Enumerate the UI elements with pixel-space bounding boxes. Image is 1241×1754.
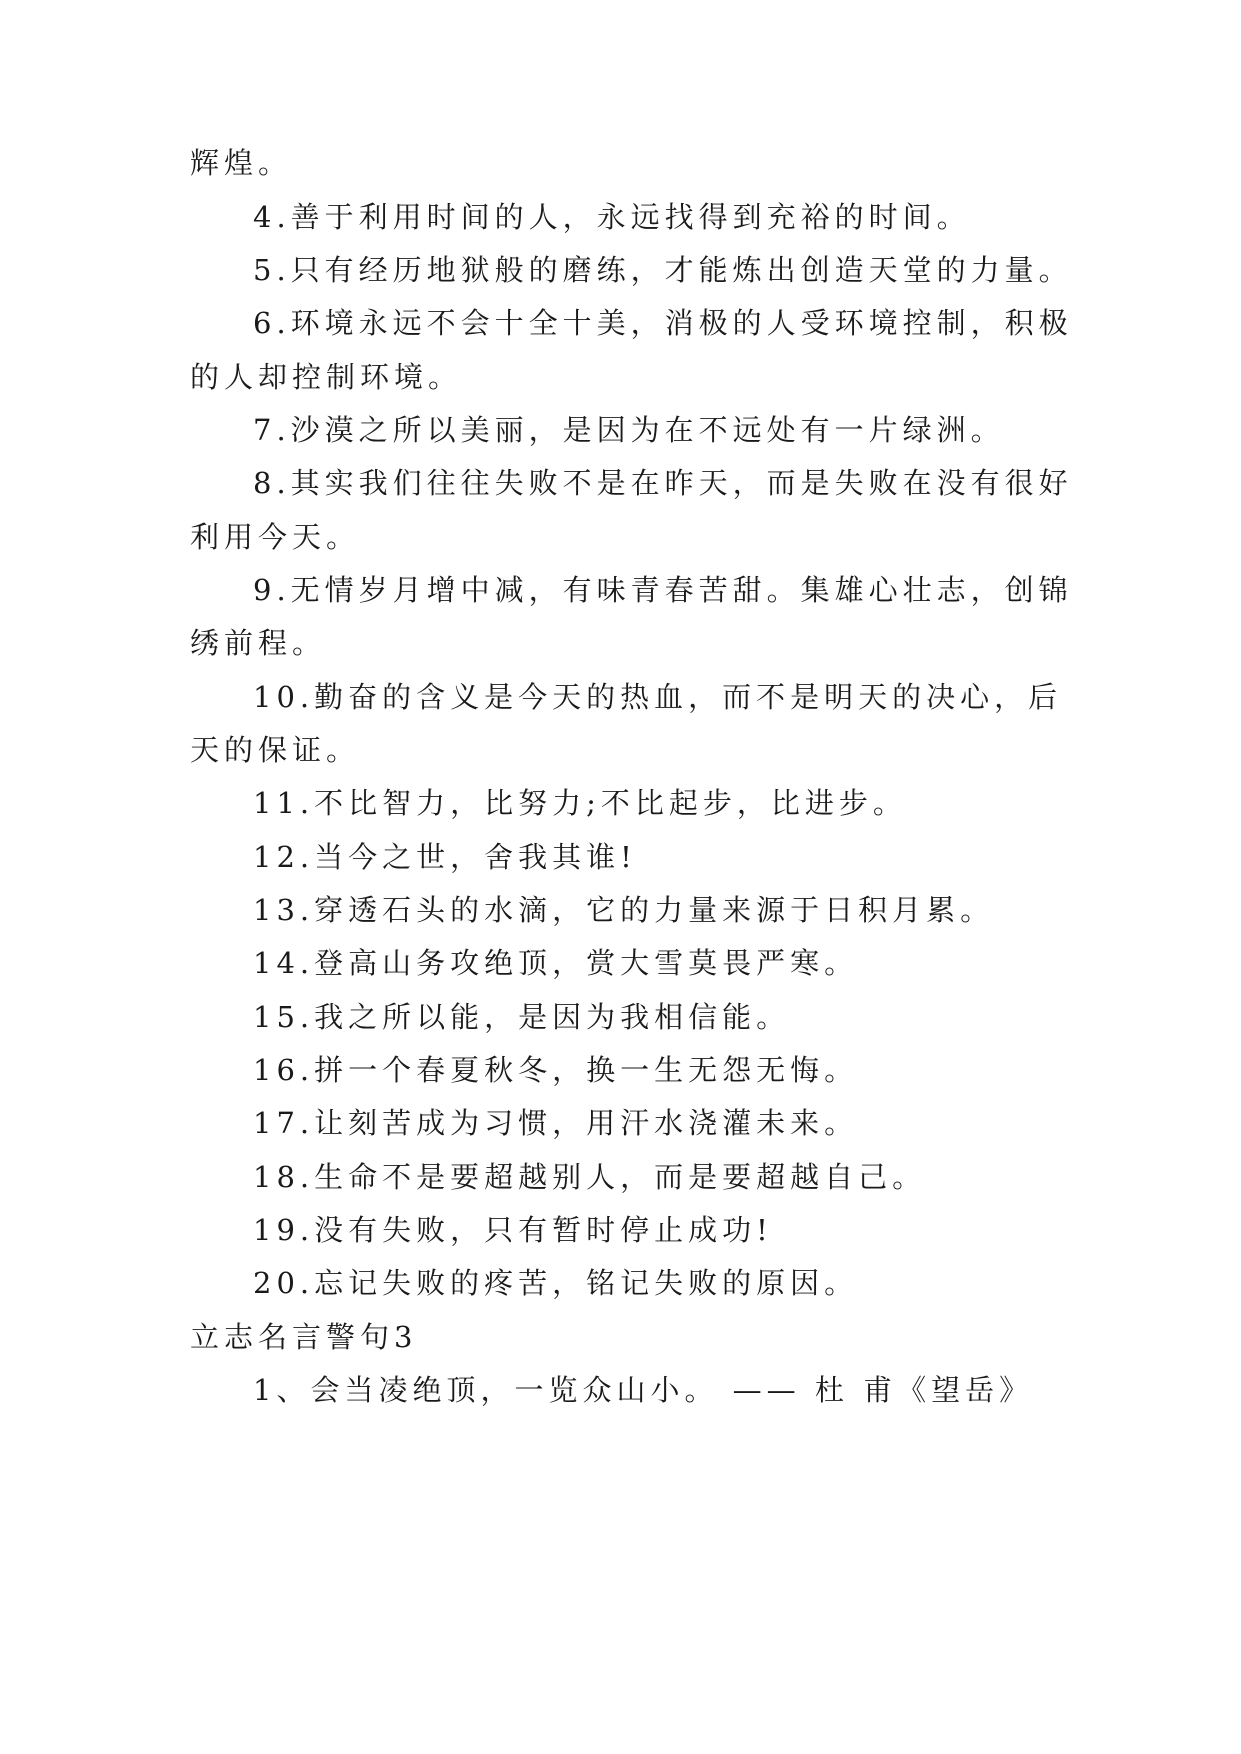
quote-item: 19.没有失败，只有暂时停止成功! <box>253 1213 773 1247</box>
quote-item: 10.勤奋的含义是今天的热血，而不是明天的决心，后 <box>253 680 1063 714</box>
quote-item: 14.登高山务攻绝顶，赏大雪莫畏严寒。 <box>253 946 859 980</box>
section-heading: 立志名言警句3 <box>190 1320 418 1354</box>
quote-item: 7.沙漠之所以美丽，是因为在不远处有一片绿洲。 <box>253 413 1005 447</box>
quote-item: 18.生命不是要超越别人，而是要超越自己。 <box>253 1160 927 1194</box>
quote-item: 12.当今之世，舍我其谁! <box>253 840 637 874</box>
quote-item: 6.环境永远不会十全十美，消极的人受环境控制，积极 <box>253 306 1073 340</box>
text-line: 利用今天。 <box>190 520 361 554</box>
quote-item: 11.不比智力，比努力;不比起步，比进步。 <box>253 786 907 820</box>
text-line: 绣前程。 <box>190 626 327 660</box>
quote-item: 5.只有经历地狱般的磨练，才能炼出创造天堂的力量。 <box>253 253 1073 287</box>
quote-item: 17.让刻苦成为习惯，用汗水浇灌未来。 <box>253 1106 859 1140</box>
quote-item: 16.拼一个春夏秋冬，换一生无怨无悔。 <box>253 1053 859 1087</box>
quote-item: 9.无情岁月增中减，有味青春苦甜。集雄心壮志，创锦 <box>253 573 1073 607</box>
quote-item: 13.穿透石头的水滴，它的力量来源于日积月累。 <box>253 893 995 927</box>
text-line: 辉煌。 <box>190 146 293 180</box>
text-line: 天的保证。 <box>190 733 361 767</box>
quote-item: 4.善于利用时间的人，永远找得到充裕的时间。 <box>253 200 971 234</box>
text-line: 的人却控制环境。 <box>190 360 463 394</box>
quote-item: 20.忘记失败的疼苦，铭记失败的原因。 <box>253 1266 859 1300</box>
quote-item: 8.其实我们往往失败不是在昨天，而是失败在没有很好 <box>253 466 1073 500</box>
quote-item: 1、会当凌绝顶，一览众山小。 —— 杜 甫《望岳》 <box>253 1373 1034 1407</box>
quote-item: 15.我之所以能，是因为我相信能。 <box>253 1000 791 1034</box>
